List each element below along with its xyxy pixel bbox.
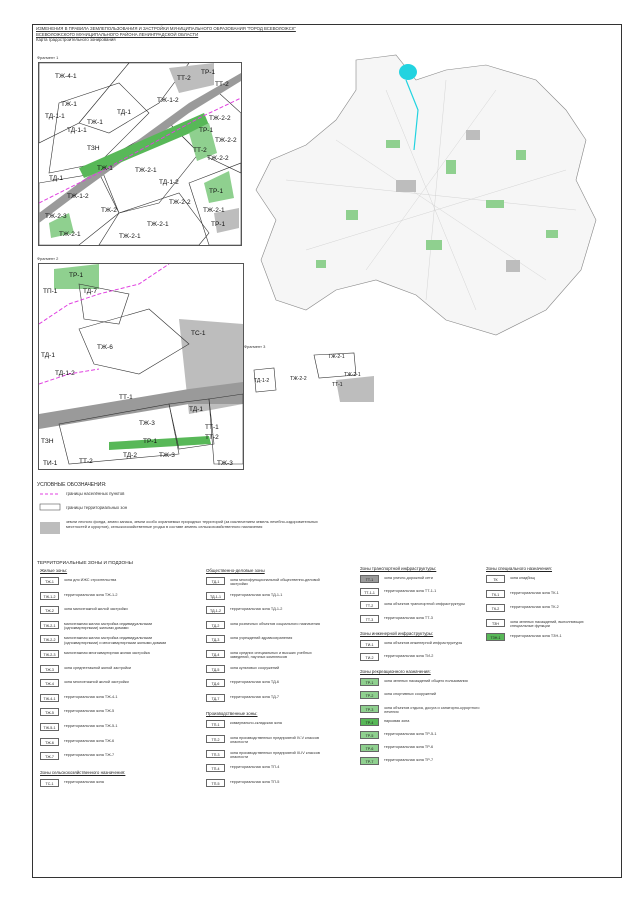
fragment-1-zone-label: ТЖ-2-1	[147, 221, 169, 228]
fragment-2-zone-label: ТТ-2	[79, 458, 93, 465]
col2-description: территориальная зона ТД-7	[230, 694, 280, 699]
fragment-3-label: Фрагмент 3	[244, 344, 266, 349]
col1-description: территориальная зона	[64, 779, 104, 784]
col1-swatch: ТЖ-2	[40, 606, 59, 614]
col1-swatch: ТЖ-5-1	[40, 723, 59, 731]
fragment-1-zone-label: ТЗН	[87, 145, 100, 152]
col3-description: территориальная зона ТТ-3	[384, 615, 433, 620]
col4-swatch: ТЗН-1	[486, 633, 505, 641]
fragment-1-label: Фрагмент 1	[37, 55, 59, 60]
legend-symbols	[38, 490, 62, 550]
fragment-2-zone-label: ТТ-1	[119, 394, 133, 401]
title-line-2: ВСЕВОЛОЖСКОГО МУНИЦИПАЛЬНОГО РАЙОНА ЛЕНИНГРАДСКОЙ ОБЛАСТИ	[36, 31, 199, 37]
fragment-1-zone-label: ТЖ-2	[101, 207, 117, 214]
fragment-2-zone-label: ТИ-1	[43, 460, 58, 467]
lake-shape	[399, 64, 417, 80]
fragment-1-zone-label: ТЖ-2-1	[203, 207, 225, 214]
col4-description: территориальная зона ТК-1	[510, 590, 559, 595]
col3-swatch: ТТ-3	[360, 615, 379, 623]
fragment-2-zone-label: ТТ-2	[205, 434, 219, 441]
fragment-3-map	[244, 350, 374, 402]
col1-swatch: ТЖ-4-1	[40, 694, 59, 702]
fragment-1-zone-label: ТД-1	[117, 109, 131, 116]
col1-description: малоэтажная жилая застройка индивидуальными (одноквартирными) жилыми домами	[64, 621, 153, 631]
col2-swatch: ТП-3	[206, 750, 225, 758]
col2-swatch: ТД-4	[206, 650, 225, 658]
col2-description: территориальная зона ТД-1-1	[230, 592, 283, 597]
legend-item-settlement-border: границы населённых пунктов	[66, 491, 125, 496]
fragment-1-zone-label: ТЖ-2-2	[169, 199, 191, 206]
fragment-1-zone-label: ТЖ-1	[87, 119, 103, 126]
col4-swatch: ТК-1	[486, 590, 505, 598]
fragment-2-map	[38, 263, 244, 470]
col1-swatch: ТЖ-2-1	[40, 621, 59, 629]
col1-description: малоэтажная многоквартирная жилая застройка	[64, 651, 150, 655]
col2-swatch: ТП-4	[206, 764, 225, 772]
fragment-1-zone-label: ТЖ-2-2	[207, 155, 229, 162]
col2-swatch: ТД-6	[206, 679, 225, 687]
fragment-1-zone-label: ТД-1-1	[67, 127, 87, 134]
col1-description: территориальная зона ТЖ-5-1	[64, 724, 118, 728]
fragment-2-zone-label: ТР-1	[69, 272, 84, 279]
col1-heading: Жилые зоны:	[40, 568, 68, 573]
fragment-1-drawing	[39, 63, 241, 245]
fragment-1-zone-label: ТТ-2	[215, 81, 229, 88]
col3-description: территориальная зона ТР-5-1	[384, 732, 437, 736]
title-line-1: ИЗМЕНЕНИЯ В ПРАВИЛА ЗЕМЛЕПОЛЬЗОВАНИЯ И ЗАСТРОЙКИ МУНИЦИПАЛЬНОГО ОБРАЗОВАНИЯ "ГОРОД ВСЕВОЛОЖСК"	[36, 26, 296, 31]
col4-description: зона зеленых насаждений, выполняющих специальные функции	[510, 619, 584, 629]
fragment-1-zone-label: ТТ-2	[193, 147, 207, 154]
col3-description: зона улично-дорожной сети	[384, 576, 433, 580]
fragment-1-zone-label: ТД-1-2	[159, 179, 179, 186]
fragment-2-label: Фрагмент 2	[37, 256, 59, 261]
col3-description: территориальная зона ТИ-2	[384, 654, 434, 658]
col1-description: территориальная зона ТЖ-6	[64, 738, 115, 743]
col2-description: зона производственных предприятий IV-V классов опасности	[230, 736, 320, 745]
col1-description: зона среднеэтажной жилой застройки	[64, 665, 131, 670]
col1-swatch: ТЖ-7	[40, 752, 59, 760]
col1-swatch: ТЖ-6	[40, 738, 59, 746]
fragment-1-zone-label: ТЖ-2-2	[209, 115, 231, 122]
col3-description: зона спортивных сооружений	[384, 692, 436, 697]
fragment-2-zone-label: ТЖ-6	[97, 344, 113, 351]
overview-map	[246, 50, 616, 340]
col1-description: зона малоэтажной жилой застройки	[64, 607, 128, 612]
col2-description: зона культовых сооружений	[230, 665, 280, 670]
fragment-2-zone-label: ТД-1	[189, 406, 203, 413]
col2-swatch: ТП-5	[206, 779, 225, 787]
fragment-2-zone-label: ТП-1	[43, 288, 58, 295]
col1-description: территориальная зона ТЖ-7	[64, 753, 115, 758]
col2-swatch: ТД-2	[206, 621, 225, 629]
fragment-1-zone-label: ТЖ-2-2	[215, 137, 237, 144]
fragment-3-zone-label: ТЖ-2-1	[328, 354, 345, 360]
col2-swatch: ТД-7	[206, 694, 225, 702]
col1-description: территориальная зона ТЖ-5	[64, 709, 115, 714]
col4-swatch: ТК-2	[486, 604, 505, 612]
fragment-1-map	[38, 62, 242, 246]
legend-title: УСЛОВНЫЕ ОБОЗНАЧЕНИЯ:	[37, 482, 107, 488]
col3-swatch: ТР-5	[360, 731, 379, 739]
col3-heading: Зоны транспортной инфраструктуры:	[360, 566, 437, 571]
fragment-1-zone-label: ТЖ-1	[97, 165, 113, 172]
col3-swatch: ТТ-1-1	[360, 588, 379, 596]
fragment-2-zone-label: ТР-1	[143, 438, 158, 445]
fragment-1-zone-label: ТЖ-2-3	[45, 213, 67, 220]
fragment-2-zone-label: ТЖ-3	[217, 460, 233, 467]
zones-title: ТЕРРИТОРИАЛЬНЫЕ ЗОНЫ И ПОДЗОНЫ	[37, 561, 133, 566]
col2-description: зона производственных предприятий III-IV классов опасности	[230, 750, 320, 759]
col3-description: зона объектов инженерной инфраструктуры	[384, 640, 463, 645]
col4-swatch: ТК	[486, 575, 505, 583]
col2-heading: Производственные зоны:	[206, 711, 258, 717]
fragment-3-zone-label: ТЖ-2-1	[344, 372, 361, 378]
fragment-1-zone-label: ТР-1	[211, 221, 226, 228]
col1-description: территориальная зона ТЖ-4-1	[64, 694, 118, 699]
fragment-2-zone-label: ТЗН	[41, 438, 54, 445]
fragment-1-zone-label: ТЖ-2-1	[135, 167, 157, 174]
col2-swatch: ТД-5	[206, 665, 225, 673]
col1-swatch: ТЖ-4	[40, 679, 59, 687]
col1-description: зона для ИЖС строительства	[64, 578, 117, 582]
title-block	[36, 26, 376, 43]
col3-description: территориальная зона ТТ-1-1	[384, 589, 437, 594]
fragment-1-zone-label: ТЖ-2-1	[59, 231, 81, 238]
col2-swatch: ТП-2	[206, 735, 225, 743]
col2-swatch: ТП-1	[206, 720, 225, 728]
col1-swatch: ТЖ-3	[40, 665, 59, 673]
fragment-2-zone-label: ТЖ-3	[139, 420, 155, 427]
fragment-2-zone-label: ТС-1	[191, 330, 206, 337]
fragment-1-zone-label: ТР-1	[199, 127, 214, 134]
col2-description: территориальная зона ТД-1-2	[230, 607, 283, 612]
fragment-2-zone-label: ТД-2	[123, 452, 137, 459]
col1-description: зона многоэтажной жилой застройки	[64, 680, 129, 685]
col3-swatch: ТР-4	[360, 718, 379, 726]
col3-description: зона зеленых насаждений общего пользования	[384, 679, 468, 684]
fragment-1-zone-label: ТТ-2	[177, 75, 191, 82]
fragment-1-zone-label: ТЖ-1	[61, 101, 77, 108]
col2-description: зона средних специальных и высших учебных заведений, научных комплексов	[230, 651, 312, 660]
col3-heading: Зоны рекреационного назначения:	[360, 669, 431, 675]
fragment-1-zone-label: ТД-1-1	[45, 113, 65, 120]
fragment-2-zone-label: ТЖ-3	[159, 452, 175, 459]
col2-description: коммунально-складская зона	[230, 721, 282, 726]
col3-swatch: ТР-3	[360, 705, 379, 713]
col3-swatch: ТР-2	[360, 691, 379, 699]
fragment-2-zone-label: ТД-7	[83, 288, 97, 295]
fragment-2-zone-label: ТД-1-2	[55, 370, 75, 377]
col3-swatch: ТР-7	[360, 757, 379, 765]
col3-description: территориальная зона ТР-6	[384, 745, 434, 750]
fragment-2-zone-label: ТТ-1	[205, 424, 219, 431]
fragment-1-zone-label: ТЖ-1-2	[67, 193, 89, 200]
col2-swatch: ТД-1-2	[206, 606, 225, 614]
col2-description: территориальная зона ТП-5	[230, 779, 280, 784]
title-line-3: Карта градостроительного зонирования	[36, 37, 116, 43]
col2-swatch: ТД-1-1	[206, 592, 225, 600]
col2-swatch: ТД-1	[206, 577, 225, 585]
col2-description: зона учреждений здравоохранения	[230, 636, 293, 641]
legend-item-forest-lands: земли лесного фонда, земли запаса, земли особо охраняемых природных территорий (за исключением земель лечебно-оздоровительных местностей и курортов), сельскохозяйственные угодья в составе земель сельскохозяйственного назначения	[66, 519, 318, 529]
col2-description: территориальная зона ТД-6	[230, 680, 280, 685]
fragment-3-zone-label: ТД-1-2	[254, 378, 270, 384]
col1-description: территориальная зона ТЖ-1-2	[64, 592, 118, 597]
col2-description: зона многофункциональной общественно-деловой застройки	[230, 578, 320, 587]
col2-description: территориальная зона ТП-4	[230, 765, 280, 770]
col2-description: зона розничных объектов социального назначения	[230, 621, 320, 626]
col1-swatch: ТЖ-1-2	[40, 592, 59, 600]
col4-swatch: ТЗН	[486, 619, 505, 627]
col3-description: парковая зона	[384, 718, 410, 723]
col3-swatch: ТТ-2	[360, 601, 379, 609]
fragment-1-zone-label: ТД-1	[49, 175, 63, 182]
col3-swatch: ТИ-2	[360, 653, 379, 661]
col1-swatch: ТЖ-2-3	[40, 650, 59, 658]
col4-heading: Зоны специального назначения:	[486, 566, 553, 571]
col4-description: территориальная зона ТЗН-1	[510, 634, 562, 639]
col3-description: зона объектов отдыха, досуга и санаторно-курортного лечения	[384, 705, 480, 714]
fragment-1-zone-label: ТЖ-1-2	[157, 97, 179, 104]
fragment-3-zone-label: ТТ-1	[332, 382, 343, 388]
col3-description: территориальная зона ТР-7	[384, 758, 434, 763]
fragment-1-zone-label: ТР-1	[201, 69, 216, 76]
col1-swatch: ТЖ-2-2	[40, 635, 59, 643]
legend-item-zone-border: границы территориальных зон	[66, 505, 128, 510]
fragment-1-zone-label: ТР-1	[209, 188, 224, 195]
col4-description: зона кладбищ	[510, 576, 535, 580]
col1-description: малоэтажная жилая застройка индивидуальными (одноквартирными) и многоквартирными жилыми домами	[64, 636, 167, 645]
col3-description: зона объектов транспортной инфраструктуры	[384, 602, 465, 607]
col3-swatch: ТР-6	[360, 744, 379, 752]
col2-swatch: ТД-3	[206, 635, 225, 643]
col3-swatch: ТР-1	[360, 678, 379, 686]
col1-swatch: ТС-1	[40, 779, 59, 787]
fragment-2-zone-label: ТД-1	[41, 352, 55, 359]
overview-map-area	[256, 55, 596, 335]
col3-heading: Зоны инженерной инфраструктуры:	[360, 630, 434, 636]
col1-swatch: ТЖ-5	[40, 708, 59, 716]
col1-swatch: ТЖ-1	[40, 577, 59, 585]
fragment-1-zone-label: ТЖ-2-1	[119, 233, 141, 240]
col3-swatch: ТТ-1	[360, 575, 379, 583]
col2-heading: Общественно-деловые зоны	[206, 568, 265, 573]
col1-heading: Зоны сельскохозяйственного назначения:	[40, 769, 126, 775]
fragment-3-zone-label: ТЖ-2-2	[290, 376, 307, 382]
col3-swatch: ТИ-1	[360, 640, 379, 648]
col4-description: территориальная зона ТК-2	[510, 605, 559, 610]
fragment-1-zone-label: ТЖ-4-1	[55, 73, 77, 80]
